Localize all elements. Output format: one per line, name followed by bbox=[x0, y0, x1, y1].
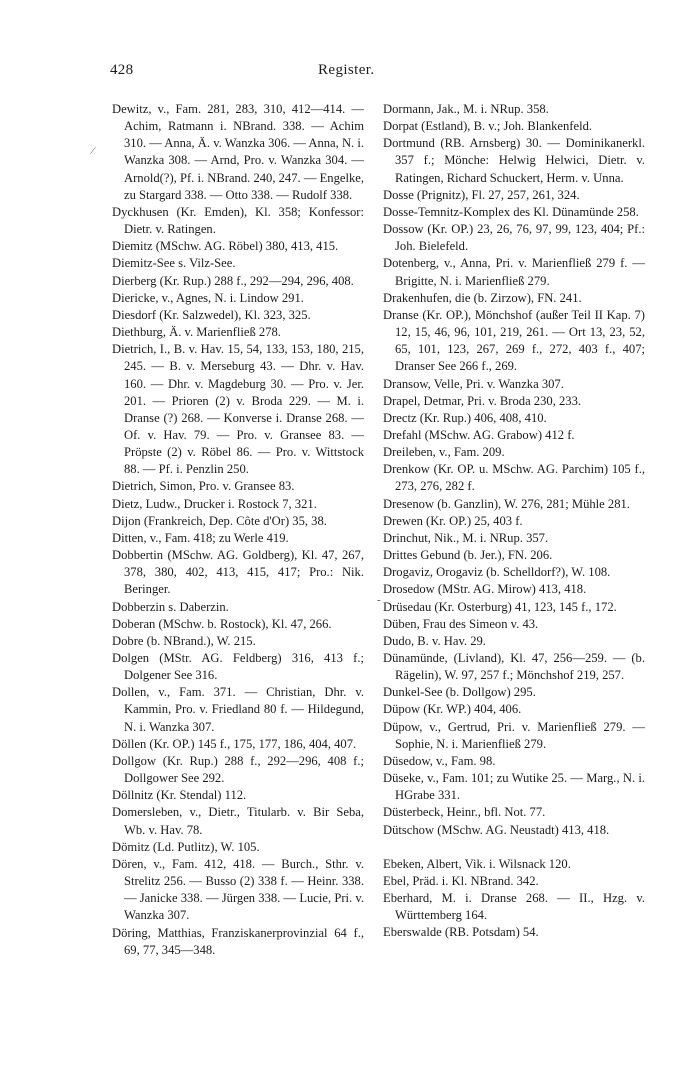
index-entry: Düseke, v., Fam. 101; zu Wutike 25. — Marg., N. i. HGrabe 331. bbox=[383, 771, 645, 803]
index-entry: Düpow (Kr. WP.) 404, 406. bbox=[383, 702, 522, 717]
running-head: Register. bbox=[318, 62, 375, 78]
index-entry: Ebel, Präd. i. Kl. NBrand. 342. bbox=[383, 873, 539, 888]
index-entry: Dreileben, v., Fam. 209. bbox=[383, 445, 505, 460]
index-entry: Dormann, Jak., M. i. NRup. 358. bbox=[383, 102, 549, 116]
index-entry: Döllnitz (Kr. Stendal) 112. bbox=[112, 788, 247, 803]
index-entry: Dudo, B. v. Hav. 29. bbox=[383, 633, 486, 648]
index-entry: Doberan (MSchw. b. Rostock), Kl. 47, 266. bbox=[112, 616, 332, 631]
index-entry: Drinchut, Nik., M. i. NRup. 357. bbox=[383, 530, 549, 545]
index-entry: Dewitz, v., Fam. 281, 283, 310, 412—414. — Achim, Ratmann i. NBrand. 338. — Achim 310. — Anna, Ä. v. Wanzka 306. — Anna, N. i. Wanzka 308. — Arnd, Pro. v. Wanzka 304. — Arnold(?), Pf. i. NBrand. 240, 247. — Engelke, zu Stargard 338. — Otto 338. — Rudolf 338. bbox=[112, 102, 364, 202]
index-entry: Diethburg, Ä. v. Marienfließ 278. bbox=[112, 325, 281, 340]
index-entry: Dortmund (RB. Arnsberg) 30. — Dominikanerkl. 357 f.; Mönche: Helwig Helwici, Dietr. v. Ratingen, Richard Schuckert, Herm. v. Unna. bbox=[383, 136, 645, 185]
index-entry: Dyckhusen (Kr. Emden), Kl. 358; Konfessor: Dietr. v. Ratingen. bbox=[112, 204, 364, 237]
index-entry: Dobre (b. NBrand.), W. 215. bbox=[112, 633, 256, 648]
index-entry: Dören, v., Fam. 412, 418. — Burch., Sthr. v. Strelitz 256. — Busso (2) 338 f. — Heinr. 338. — Janicke 338. — Jürgen 338. — Lucie, Pri. v. Wanzka 307. bbox=[112, 856, 364, 923]
index-entry: Drogaviz, Orogaviz (b. Schelldorf?), W. 108. bbox=[383, 565, 611, 580]
index-entry: Diemitz (MSchw. AG. Röbel) 380, 413, 415. bbox=[112, 239, 339, 254]
index-entry: Drittes Gebund (b. Jer.), FN. 206. bbox=[383, 548, 553, 563]
index-entry: Diesdorf (Kr. Salzwedel), Kl. 323, 325. bbox=[112, 307, 311, 322]
index-entry: Dietrich, I., B. v. Hav. 15, 54, 133, 153, 180, 215, 245. — B. v. Merseburg 43. — Dhr. v. Hav. 160. — Dhr. v. Magdeburg 30. — Pro. v. Jer. 201. — Prioren (2) v. Broda 229. — M. i. Dranse (?) 268. — Konverse i. Dranse 268. — Of. v. Hav. 79. — Pro. v. Gransee 83. — Pröpste (2) v. Röbel 86. — Pro. v. Wittstock 88. — Pf. i. Penzlin 250. bbox=[112, 342, 364, 477]
index-entry: Dütschow (MSchw. AG. Neustadt) 413, 418. bbox=[383, 822, 610, 837]
index-entry: Döring, Matthias, Franziskanerprovinzial 64 f., 69, 77, 345—348. bbox=[112, 925, 364, 957]
index-entry: Eberhard, M. i. Dranse 268. — II., Hzg. v. Württemberg 164. bbox=[383, 891, 645, 923]
index-entry: Düpow, v., Gertrud, Pri. v. Marienfließ 279. — Sophie, N. i. Marienfließ 279. bbox=[383, 719, 645, 751]
index-entry: Drüsedau (Kr. Osterburg) 41, 123, 145 f., 172. bbox=[383, 599, 617, 614]
index-entry: Dömitz (Ld. Putlitz), W. 105. bbox=[112, 839, 260, 854]
index-entry: Drosedow (MStr. AG. Mirow) 413, 418. bbox=[383, 582, 587, 597]
index-entry: Eberswalde (RB. Potsdam) 54. bbox=[383, 925, 539, 940]
index-entry: Dresenow (b. Ganzlin), W. 276, 281; Mühle 281. bbox=[383, 496, 630, 511]
page-header bbox=[0, 62, 700, 84]
index-entry: Dollen, v., Fam. 371. — Christian, Dhr. v. Kammin, Pro. v. Friedland 80 f. — Hildegund, N. i. Wanzka 307. bbox=[112, 685, 364, 734]
index-column-left bbox=[112, 101, 364, 959]
index-entry: Dünamünde, (Livland), Kl. 47, 256—259. — (b. Rägelin), W. 97, 257 f.; Mönchshof 219, 257. bbox=[383, 651, 645, 683]
index-entry: Drakenhufen, die (b. Zirzow), FN. 241. bbox=[383, 290, 582, 305]
index-entry: Dierberg (Kr. Rup.) 288 f., 292—294, 296, 408. bbox=[112, 273, 354, 288]
index-entry: Drefahl (MSchw. AG. Grabow) 412 f. bbox=[383, 427, 575, 442]
index-entry: Dietz, Ludw., Drucker i. Rostock 7, 321. bbox=[112, 496, 317, 511]
index-entry: Düben, Frau des Simeon v. 43. bbox=[383, 616, 539, 631]
index-entry: Diemitz-See s. Vilz-See. bbox=[112, 256, 236, 271]
index-entry: Dijon (Frankreich, Dep. Côte d'Or) 35, 38. bbox=[112, 513, 327, 528]
index-entry: Diericke, v., Agnes, N. i. Lindow 291. bbox=[112, 290, 304, 305]
page-number: 428 bbox=[110, 62, 134, 78]
index-entry: Ebeken, Albert, Vik. i. Wilsnack 120. bbox=[383, 856, 571, 871]
index-entry: Drenkow (Kr. OP. u. MSchw. AG. Parchim) 105 f., 273, 276, 282 f. bbox=[383, 462, 645, 494]
index-entry: Düsedow, v., Fam. 98. bbox=[383, 753, 496, 768]
index-entry: Düsterbeck, Heinr., bfl. Not. 77. bbox=[383, 805, 546, 820]
index-entry: Dosse (Prignitz), Fl. 27, 257, 261, 324. bbox=[383, 187, 580, 202]
index-entry: Domersleben, v., Dietr., Titularb. v. Bir Seba, Wb. v. Hav. 78. bbox=[112, 805, 364, 837]
index-entry: Dorpat (Estland), B. v.; Joh. Blankenfeld. bbox=[383, 119, 593, 134]
index-entry: Drewen (Kr. OP.) 25, 403 f. bbox=[383, 513, 523, 528]
index-entry: Dosse-Temnitz-Komplex des Kl. Dünamünde 258. bbox=[383, 204, 639, 219]
margin-dash-mark: - bbox=[377, 594, 381, 606]
index-entry: Dranse (Kr. OP.), Mönchshof (außer Teil II Kap. 7) 12, 15, 46, 96, 101, 219, 261. — Ort 13, 23, 52, 65, 101, 123, 267, 269 f., 272, 403 f., 407; Dranser See 266 f., 269. bbox=[383, 307, 645, 374]
index-entry: Ditten, v., Fam. 418; zu Werle 419. bbox=[112, 530, 289, 545]
stray-pen-mark: ⁄ bbox=[92, 145, 94, 157]
index-entry: Döllen (Kr. OP.) 145 f., 175, 177, 186, 404, 407. bbox=[112, 736, 357, 751]
index-entry: Dossow (Kr. OP.) 23, 26, 76, 97, 99, 123, 404; Pf.: Joh. Bielefeld. bbox=[383, 222, 645, 254]
index-entry: Dotenberg, v., Anna, Pri. v. Marienfließ 279 f. — Brigitte, N. i. Marienfließ 279. bbox=[383, 256, 645, 288]
index-entry: Dolgen (MStr. AG. Feldberg) 316, 413 f.; Dolgener See 316. bbox=[112, 651, 364, 683]
index-entry: Drectz (Kr. Rup.) 406, 408, 410. bbox=[383, 410, 547, 425]
index-entry: Dransow, Velle, Pri. v. Wanzka 307. bbox=[383, 376, 564, 391]
index-entry: Drapel, Detmar, Pri. v. Broda 230, 233. bbox=[383, 393, 582, 408]
index-entry: Dollgow (Kr. Rup.) 288 f., 292—296, 408 f.; Dollgower See 292. bbox=[112, 753, 364, 786]
index-entry: Dunkel-See (b. Dollgow) 295. bbox=[383, 685, 536, 700]
index-entry: Dobberzin s. Daberzin. bbox=[112, 599, 229, 614]
index-entry: Dietrich, Simon, Pro. v. Gransee 83. bbox=[112, 479, 295, 494]
index-entry: Dobbertin (MSchw. AG. Goldberg), Kl. 47, 267, 378, 380, 402, 413, 415, 417; Pro.: Nik. Beringer. bbox=[112, 548, 364, 597]
index-column-right bbox=[383, 101, 645, 942]
